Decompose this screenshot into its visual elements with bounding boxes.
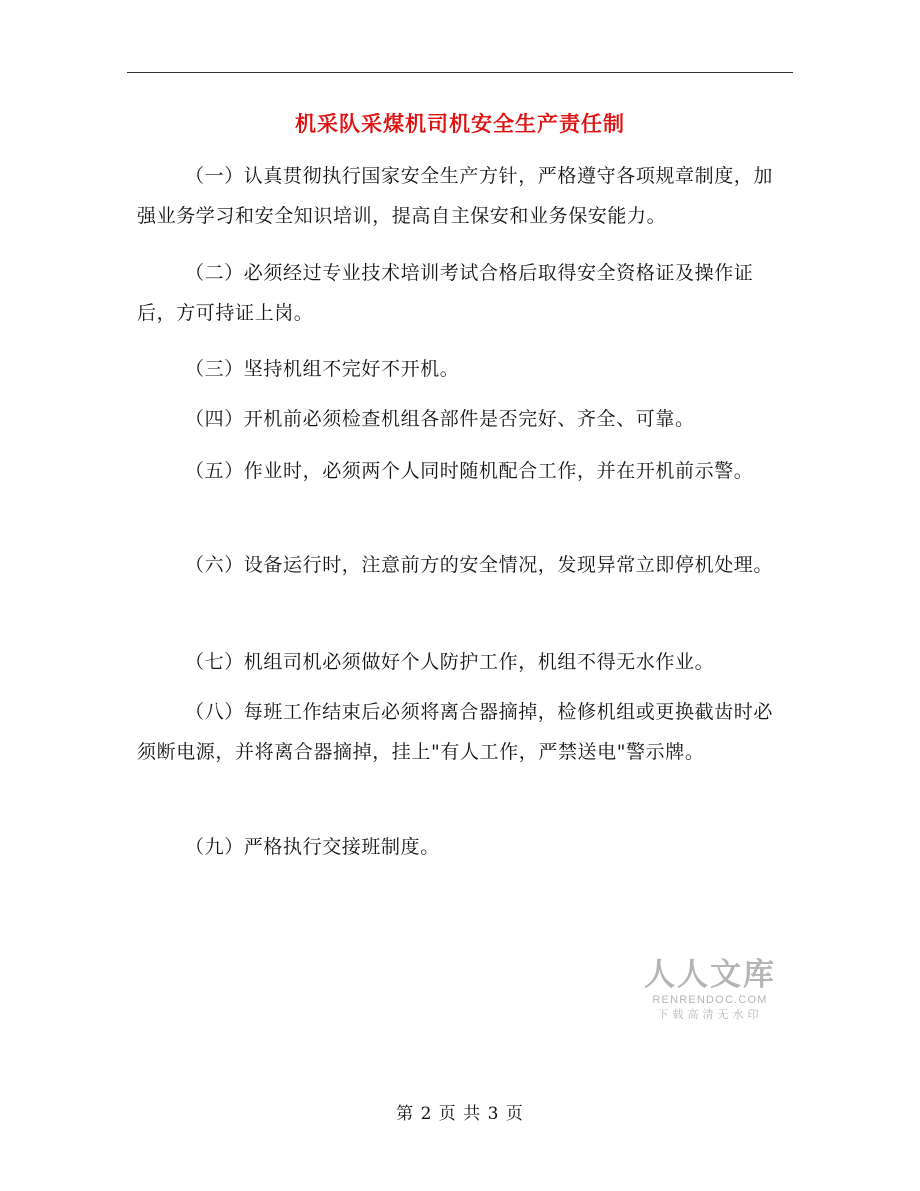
header-divider <box>127 72 793 73</box>
page-number: 第 2 页 共 3 页 <box>396 1104 524 1124</box>
paragraph-6: （六）设备运行时，注意前方的安全情况，发现异常立即停机处理。 <box>185 554 774 576</box>
watermark <box>630 957 790 1023</box>
watermark-brand: 人人文库 <box>644 957 776 993</box>
paragraph-4: （四）开机前必须检查机组各部件是否完好、齐全、可靠。 <box>185 408 695 430</box>
paragraph-1: （一）认真贯彻执行国家安全生产方针，严格遵守各项规章制度，加强业务学习和安全知识培训，提高自主保安和业务保安能力。 <box>137 165 774 227</box>
paragraph-5: （五）作业时，必须两个人同时随机配合工作，并在开机前示警。 <box>185 460 754 482</box>
paragraph-3: （三）坚持机组不完好不开机。 <box>185 358 460 380</box>
paragraph-8: （八）每班工作结束后必须将离合器摘掉，检修机组或更换截齿时必须断电源，并将离合器摘掉，挂上"有人工作，严禁送电"警示牌。 <box>137 701 774 763</box>
watermark-slogan: 下载高清无水印 <box>657 1008 763 1021</box>
paragraph-7: （七）机组司机必须做好个人防护工作，机组不得无水作业。 <box>185 651 715 673</box>
watermark-url: RENRENDOC.COM <box>652 994 768 1006</box>
paragraph-2: （二）必须经过专业技术培训考试合格后取得安全资格证及操作证后，方可持证上岗。 <box>137 262 754 324</box>
document-title: 机采队采煤机司机安全生产责任制 <box>295 111 625 136</box>
paragraph-9: （九）严格执行交接班制度。 <box>185 836 440 858</box>
